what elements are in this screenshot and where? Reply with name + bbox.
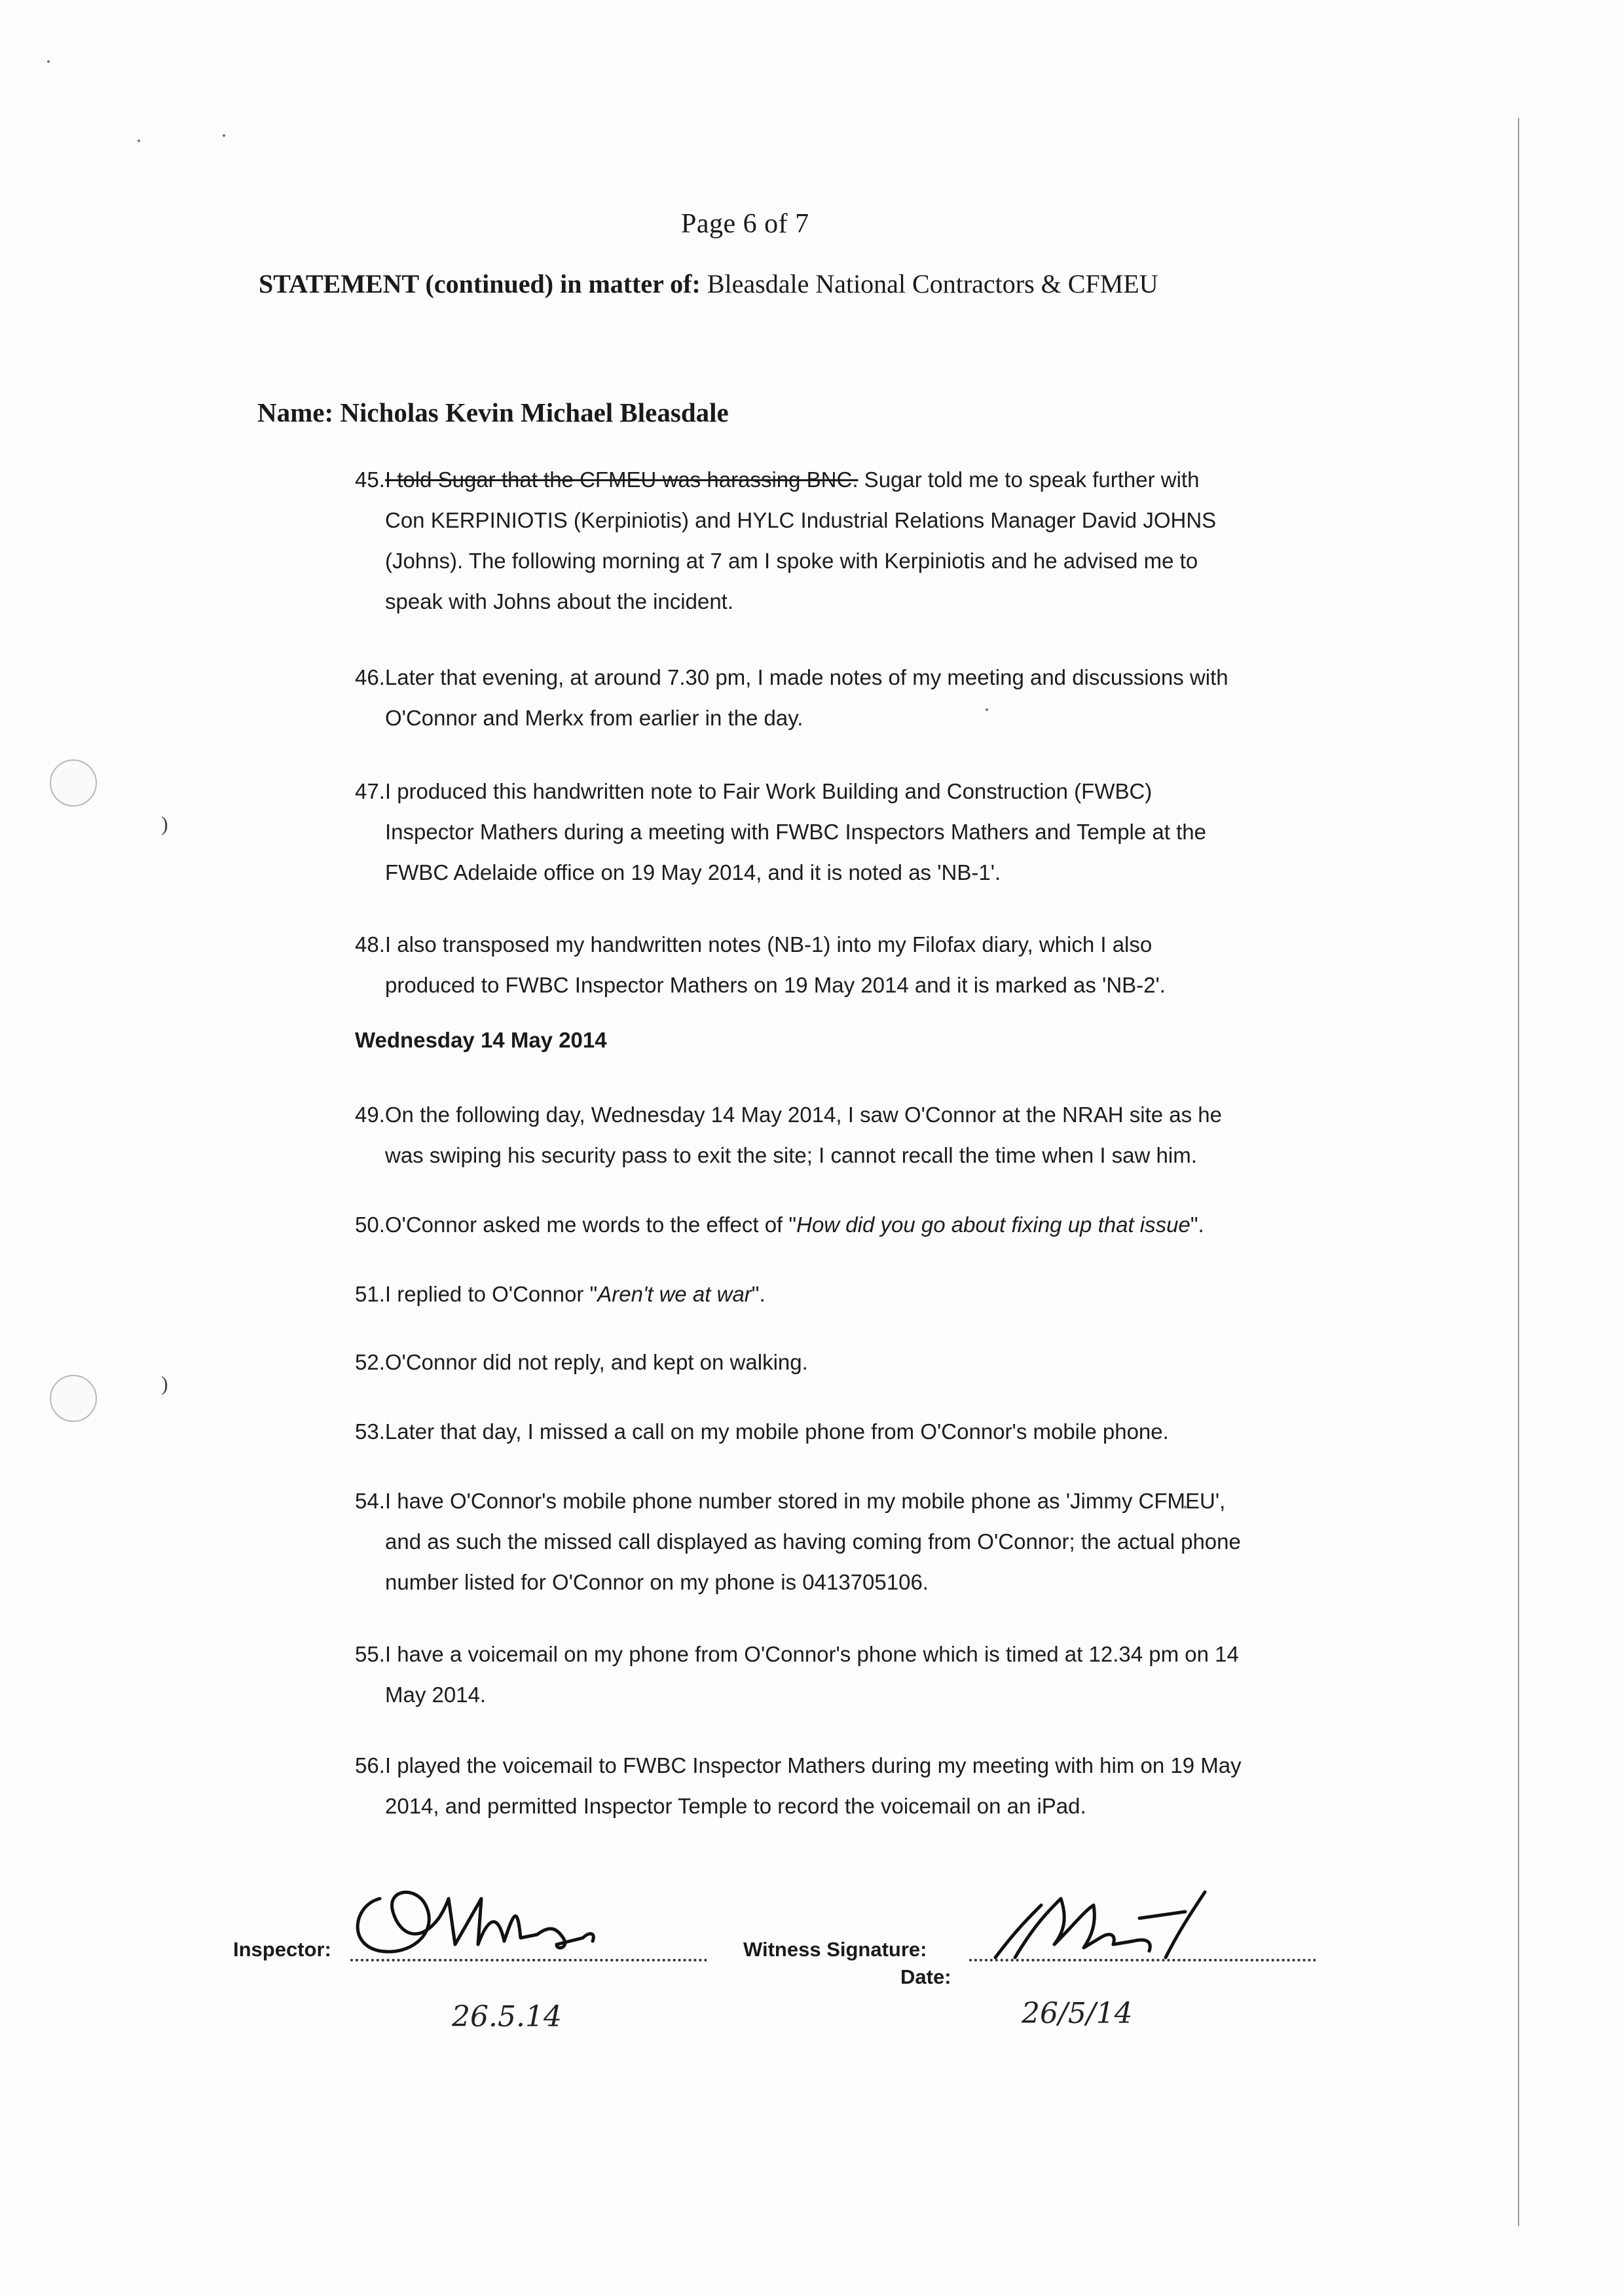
paragraph-text: produced to FWBC Inspector Mathers on 19 May 2014 and it is marked as 'NB-2'. — [385, 973, 1166, 997]
paragraph-number: 50. — [355, 1212, 385, 1237]
paragraph-text: and as such the missed call displayed as having coming from O'Connor; the actual phone — [385, 1529, 1241, 1554]
paragraph-50 — [355, 1205, 1344, 1245]
paragraph-text: ". — [1190, 1212, 1204, 1237]
paragraph-text: Con KERPINIOTIS (Kerpiniotis) and HYLC Industrial Relations Manager David JOHNS — [385, 508, 1217, 532]
inspector-signature — [341, 1872, 642, 1971]
name-value: Nicholas Kevin Michael Bleasdale — [340, 397, 729, 428]
paragraph-number: 53. — [355, 1419, 385, 1444]
paragraph-52 — [355, 1342, 1344, 1383]
paragraph-text: Later that day, I missed a call on my mobile phone from O'Connor's mobile phone. — [384, 1419, 1169, 1444]
statement-header — [259, 268, 1158, 299]
paragraph-text: I have a voicemail on my phone from O'Connor's phone which is timed at 12.34 pm on 14 — [384, 1642, 1239, 1666]
inspector-label: Inspector: — [233, 1938, 331, 1961]
paragraph-number: 46. — [355, 665, 385, 689]
witness-signature-label: Witness Signature: — [743, 1938, 927, 1961]
paragraph-text: speak with Johns about the incident. — [385, 589, 734, 613]
quoted-text: How did you go about fixing up that issue — [796, 1212, 1190, 1237]
paragraph-text: 2014, and permitted Inspector Temple to record the voicemail on an iPad. — [385, 1794, 1086, 1818]
inspector-date-handwritten: 26.5.14 — [452, 2000, 562, 2033]
paragraph-text: was swiping his security pass to exit the site; I cannot recall the time when I saw him. — [385, 1143, 1197, 1167]
scan-speck — [223, 134, 225, 137]
paragraph-number: 49. — [355, 1102, 385, 1127]
paragraph-text: On the following day, Wednesday 14 May 2014, I saw O'Connor at the NRAH site as he — [384, 1102, 1222, 1127]
paragraph-number: 47. — [355, 779, 385, 803]
paragraph-text: O'Connor asked me words to the effect of " — [384, 1212, 797, 1237]
date-subheading: Wednesday 14 May 2014 — [355, 1028, 607, 1052]
paragraph-text: I played the voicemail to FWBC Inspector Mathers during my meeting with him on 19 May — [384, 1753, 1242, 1777]
paragraph-text: O'Connor did not reply, and kept on walking. — [384, 1350, 808, 1374]
name-line — [257, 397, 729, 428]
statement-header-matter: Bleasdale National Contractors & CFMEU — [707, 269, 1158, 299]
paragraph-text: May 2014. — [385, 1683, 487, 1707]
paragraph-48 — [355, 924, 1344, 1006]
scan-edge-line — [1518, 118, 1519, 2226]
punch-hole — [50, 1375, 97, 1422]
paragraph-number: 54. — [355, 1489, 385, 1513]
paragraph-text: (Johns). The following morning at 7 am I spoke with Kerpiniotis and he advised me to — [385, 549, 1198, 573]
paragraph-text: I produced this handwritten note to Fair Work Building and Construction (FWBC) — [384, 779, 1153, 803]
paragraph-text: I also transposed my handwritten notes (NB-1) into my Filofax diary, which I also — [384, 932, 1153, 957]
name-label: Name: — [257, 397, 334, 428]
paragraph-number: 52. — [355, 1350, 385, 1374]
paragraph-number: 48. — [355, 932, 385, 957]
paragraph-text: Later that evening, at around 7.30 pm, I made notes of my meeting and discussions with — [384, 665, 1228, 689]
scan-speck — [47, 60, 50, 63]
paragraph-56 — [355, 1745, 1344, 1827]
paragraph-text: Sugar told me to speak further with — [858, 467, 1200, 492]
scan-speck — [138, 139, 140, 142]
paragraph-45 — [355, 460, 1344, 622]
paragraph-text: I replied to O'Connor " — [384, 1282, 598, 1306]
paragraph-47 — [355, 771, 1344, 893]
struck-text: I told Sugar that the CFMEU was harassing BNC. — [384, 467, 858, 492]
margin-mark: ) — [161, 812, 168, 835]
margin-mark: ) — [161, 1372, 168, 1395]
paragraph-text: O'Connor and Merkx from earlier in the day. — [385, 706, 803, 730]
date-label: Date: — [900, 1965, 951, 1988]
punch-hole — [50, 759, 97, 807]
quoted-text: Aren't we at war — [597, 1282, 752, 1306]
paragraph-number: 56. — [355, 1753, 385, 1777]
paragraph-55 — [355, 1634, 1344, 1715]
paragraph-54 — [355, 1481, 1344, 1603]
page-number: Page 6 of 7 — [681, 209, 809, 239]
paragraph-text: number listed for O'Connor on my phone is 0413705106. — [385, 1570, 929, 1594]
witness-date-handwritten: 26/5/14 — [1022, 1997, 1133, 2030]
paragraph-text: FWBC Adelaide office on 19 May 2014, and it is noted as 'NB-1'. — [385, 860, 1001, 884]
paragraph-53 — [355, 1412, 1344, 1452]
witness-signature — [969, 1879, 1244, 1971]
paragraph-51 — [355, 1274, 1344, 1315]
paragraph-number: 51. — [355, 1282, 385, 1306]
paragraph-49 — [355, 1095, 1344, 1176]
paragraph-number: 55. — [355, 1642, 385, 1666]
paragraph-text: Inspector Mathers during a meeting with FWBC Inspectors Mathers and Temple at the — [385, 820, 1206, 844]
paragraph-text: I have O'Connor's mobile phone number stored in my mobile phone as 'Jimmy CFMEU', — [384, 1489, 1226, 1513]
paragraph-text: ". — [751, 1282, 766, 1306]
paragraph-46 — [355, 657, 1344, 738]
statement-header-prefix: STATEMENT (continued) in matter of: — [259, 269, 701, 299]
paragraph-number: 45. — [355, 467, 385, 492]
